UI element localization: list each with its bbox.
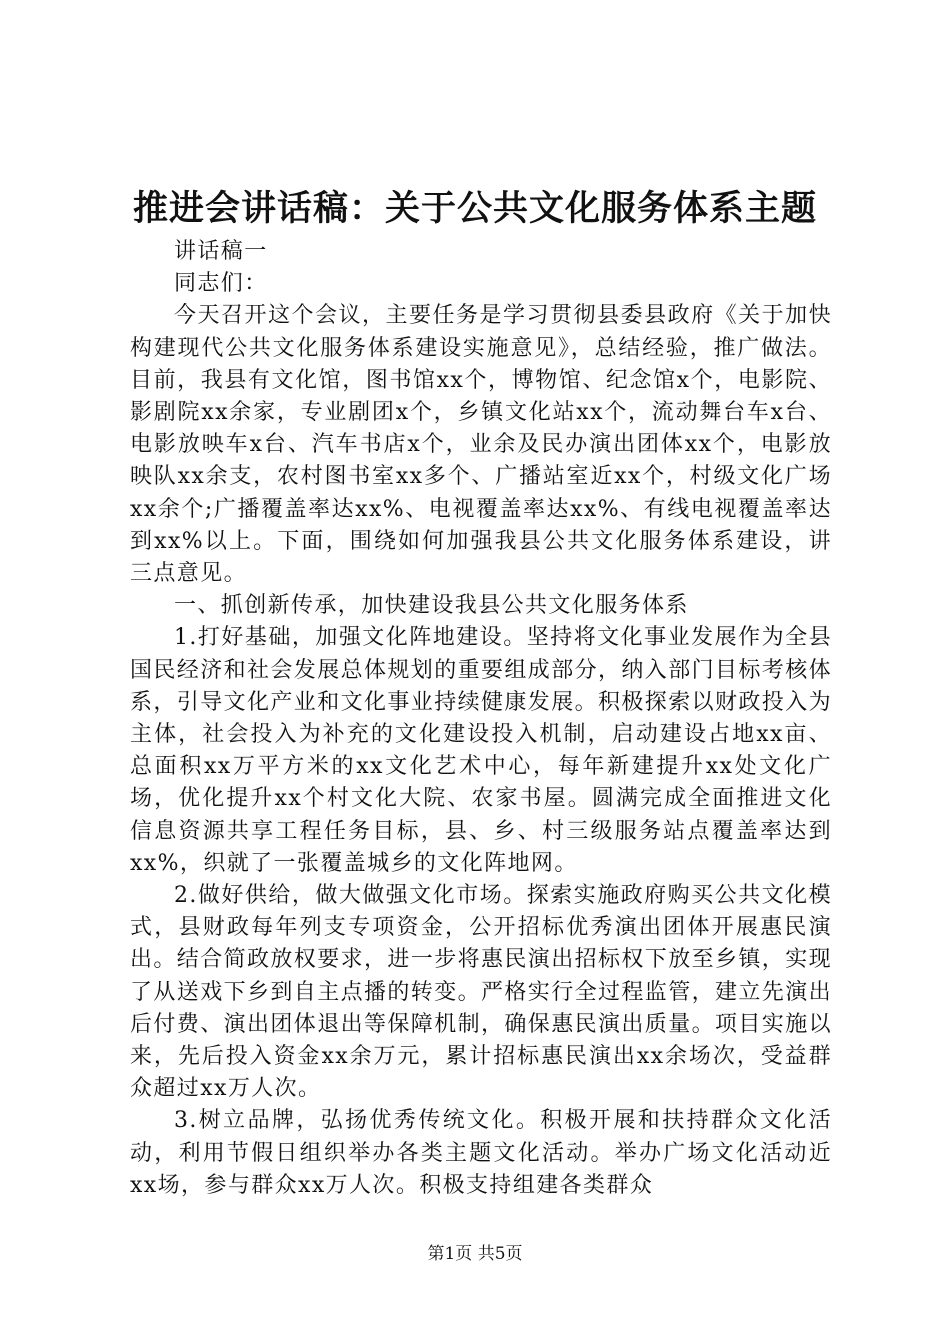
paragraph-salutation: 同志们：: [174, 271, 268, 297]
page-number-footer: 第1页 共5页: [427, 1244, 523, 1264]
document-body: [130, 236, 832, 1202]
paragraph-point-1: 1.打好基础，加强文化阵地建设。坚持将文化事业发展作为全县国民经济和社会发展总体规划的重要组成部分，纳入部门目标考核体系，引导文化产业和文化事业持续健康发展。积极探索以财政投入为主体，社会投入为补充的文化建设投入机制，启动建设占地xx亩、总面积xx万平方米的xx文化艺术中心，每年新建提升xx处文化广场，优化提升xx个村文化大院、农家书屋。圆满完成全面推进文化信息资源共享工程任务目标，县、乡、村三级服务站点覆盖率达到xx%，织就了一张覆盖城乡的文化阵地网。: [130, 625, 833, 876]
paragraph-point-3: 3.树立品牌，弘扬优秀传统文化。积极开展和扶持群众文化活动，利用节假日组织举办各类主题文化活动。举办广场文化活动近xx场，参与群众xx万人次。积极支持组建各类群众: [130, 1108, 832, 1198]
section-heading-one: 一、抓创新传承，加快建设我县公共文化服务体系: [174, 593, 689, 619]
paragraph-intro: 今天召开这个会议，主要任务是学习贯彻县委县政府《关于加快构建现代公共文化服务体系建设实施意见》，总结经验，推广做法。目前，我县有文化馆，图书馆xx个，博物馆、纪念馆x个，电影院、影剧院xx余家，专业剧团x个，乡镇文化站xx个，流动舞台车x台、电影放映车x台、汽车书店x个，业余及民办演出团体xx个，电影放映队xx余支，农村图书室xx多个、广播站室近xx个，村级文化广场xx余个;广播覆盖率达xx%、电视覆盖率达xx%、有线电视覆盖率达到xx%以上。下面，围绕如何加强我县公共文化服务体系建设，讲三点意见。: [130, 303, 832, 587]
document-title: 推进会讲话稿：关于公共文化服务体系主题: [132, 188, 817, 229]
paragraph-point-2: 2.做好供给，做大做强文化市场。探索实施政府购买公共文化模式，县财政每年列支专项资金，公开招标优秀演出团体开展惠民演出。结合简政放权要求，进一步将惠民演出招标权下放至乡镇，实现了从送戏下乡到自主点播的转变。严格实行全过程监管，建立先演出后付费、演出团体退出等保障机制，确保惠民演出质量。项目实施以来，先后投入资金xx余万元，累计招标惠民演出xx余场次，受益群众超过xx万人次。: [130, 883, 833, 1102]
paragraph-heading-speech: 讲话稿一: [174, 239, 268, 264]
